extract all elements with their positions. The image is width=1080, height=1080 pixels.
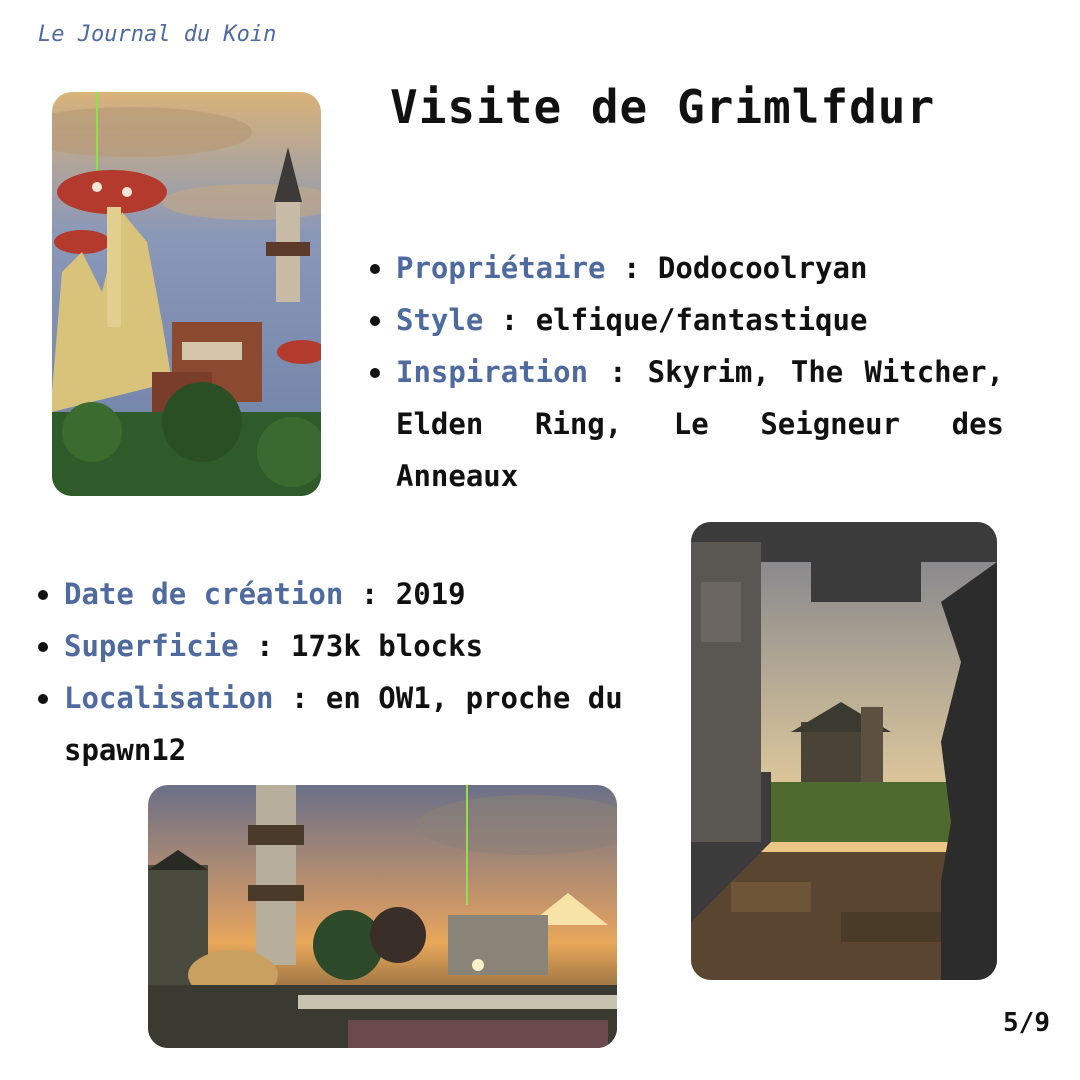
- tower-sunset-photo: [148, 785, 617, 1048]
- info-list-bottom: [34, 568, 666, 776]
- info-list-top: [366, 242, 1004, 502]
- list-item: Date de création : 2019: [34, 568, 666, 620]
- cave-view-photo: [691, 522, 997, 980]
- list-item: Style : elfique/fantastique: [366, 294, 1004, 346]
- page-title: Visite de Grimlfdur: [390, 80, 936, 134]
- list-item: Superficie : 173k blocks: [34, 620, 666, 672]
- list-item: Inspiration : Skyrim, The Witcher, Elden Ring, Le Seigneur des Anneaux: [366, 346, 1004, 502]
- list-item: Propriétaire : Dodocoolryan: [366, 242, 1004, 294]
- journal-brand: Le Journal du Koin: [38, 22, 277, 47]
- mushroom-village-photo: [52, 92, 321, 496]
- list-item: Localisation : en OW1, proche du spawn12: [34, 672, 666, 776]
- page-number: 5/9: [1003, 1008, 1050, 1038]
